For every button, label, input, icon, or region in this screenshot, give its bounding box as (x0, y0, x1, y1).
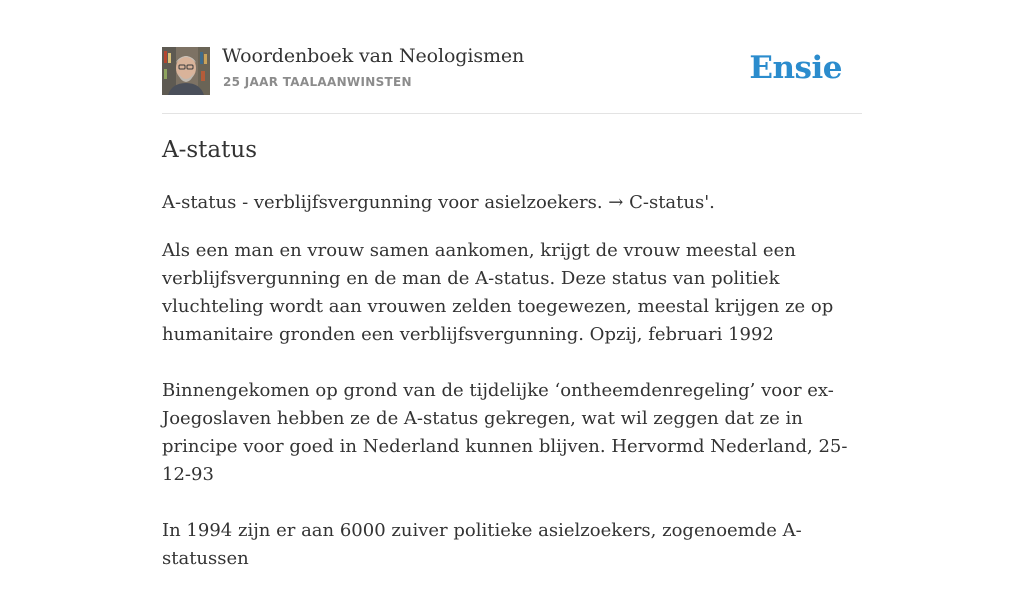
site-header (162, 0, 862, 114)
definition-text: verblijfsvergunning voor asielzoekers. (253, 192, 609, 213)
cross-reference-link[interactable]: C-status'. (623, 192, 715, 213)
author-avatar[interactable] (162, 47, 210, 95)
ensie-logo-link[interactable]: Ensie (749, 50, 842, 86)
definition-separator: - (236, 192, 254, 213)
quote-paragraph: Binnengekomen op grond van de tijdelijke ‘ontheemdenregeling’ voor ex-Joegoslaven hebben ze de A-status gekregen, wat wil zeggen dat ze in principe voor goed in Nederland kunnen blijven. Hervormd Nederland, 25-12-93 (162, 380, 848, 485)
content-container (162, 0, 862, 569)
entry-definition (162, 192, 862, 213)
quote-paragraph: In 1994 zijn er aan 6000 zuiver politieke asielzoekers, zogenoemde A-statussen (162, 520, 802, 569)
site-subtitle: 25 JAAR TAALAANWINSTEN (223, 75, 412, 89)
author-portrait-icon (162, 47, 210, 95)
site-title[interactable]: Woordenboek van Neologismen (222, 45, 525, 67)
quotes-list (162, 237, 862, 601)
entry-title: A-status (162, 137, 257, 163)
definition-term: A-status (162, 192, 237, 213)
arrow-right-icon: → (608, 192, 624, 213)
quote-paragraph: Als een man en vrouw samen aankomen, krijgt de vrouw meestal een verblijfsvergunning en de man de A-status. Deze status van politiek vluchteling wordt aan vrouwen zelden toegewezen, meestal krijgen ze op humanitaire gronden een verblijfsvergunning. Opzij, februari 1992 (162, 240, 834, 345)
